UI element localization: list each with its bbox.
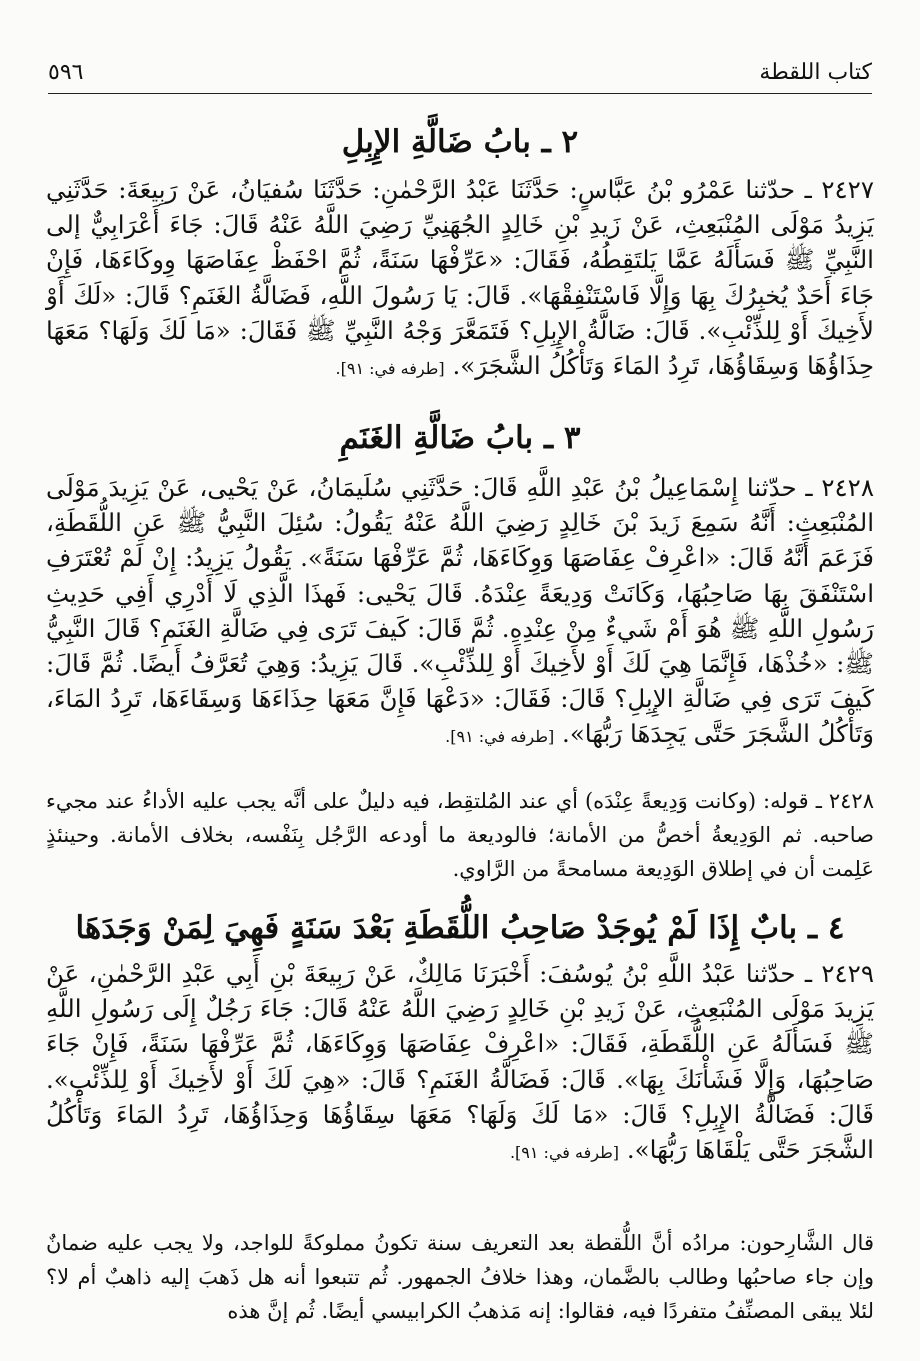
hadith-2428 xyxy=(46,470,874,755)
commentary-2428: ٢٤٢٨ ـ قوله: (وكانت وَدِيعةً عِنْدَه) أي عند المُلتقِط، فيه دليلٌ على أنَّه يجب عليه الأداءُ عند مجيء صاحبه. ثم الوَدِيعةُ أخصُّ من الأمانة؛ فالوديعة ما أودعه الرَّجُل بِنَفْسه، بخلاف الأمانة. وحينئذٍ عَلِمت أن في إطلاق الوَدِيعة مسامحةً من الرَّاوي. xyxy=(46,789,874,881)
hadith-2429 xyxy=(46,956,874,1170)
book-title: كتاب اللقطة xyxy=(759,59,872,85)
commentary-2429: قال الشَّارِحون: مرادُه أنَّ اللُّقطة بعد التعريف سنة تكونُ مملوكةً للواجد، ولا يجب عليه ضمانٌ وإن جاء صاحبُها وطالب بالضَّمان، وهذا خلافُ الجمهور. ثُم تتبعوا أنه هل ذَهبَ إليه ذاهبٌ أم لا؟ لئلا يبقى المصنِّفُ متفردًا فيه، فقالوا: إنه مَذهبُ الكرابيسي أيضًا. ثُم إنَّ هذه xyxy=(46,1231,874,1323)
chapter-heading-sheep: ٣ ـ بابُ ضَالَّةِ الغَنَمِ xyxy=(339,420,581,456)
hadith-2427 xyxy=(46,172,874,386)
page-number: ٥٩٦ xyxy=(48,59,84,85)
hadith-text: ٢٤٢٧ ـ حدّثنا عَمْرُو بْنُ عَبَّاسٍ: حَدَّثَنَا عَبْدُ الرَّحْمٰنِ: حَدَّثَنَا سُفيَانُ، عَنْ رَبِيعَةَ: حَدَّثَنِي يَزِيدُ مَوْلَى المُنْبَعِثِ، عَنْ زَيدِ بْنِ خَالِدٍ الجُهَنِيِّ رَضِيَ اللَّهُ عَنْهُ قَالَ: جَاءَ أَعْرَابِيٌّ إلى النَّبِيِّ ﷺ فَسَأَلَهُ عَمَّا يَلتَقِطُهُ، فَقَالَ: «عَرِّفْهَا سَنَةً، ثُمَّ احْفَظْ عِفَاصَهَا وِوكَاءَهَا، فَإِنْ جَاءَ أَحَدٌ يُخبِرُكَ بِهَا وَإِلَّا فَاسْتَنْفِقْهَا». قَالَ: يَا رَسُولَ اللَّهِ، فَضَالَّةُ الغَنَمِ؟ قَالَ: «لَكَ أَوْ لأَخِيكَ أَوْ لِلذِّئْبِ». قَالَ: ضَالَّةُ الإِبِلِ؟ فَتَمَعَّرَ وَجْهُ النَّبِيِّ ﷺ فَقَالَ: «مَا لَكَ وَلَهَا؟ مَعَهَا حِذَاؤُهَا وَسِقَاؤُهَا، تَرِدُ المَاءَ وَتَأْكُلُ الشَّجَرَ». xyxy=(46,175,874,381)
hadith-text: ٢٤٢٩ ـ حدّثنا عَبْدُ اللَّهِ بْنُ يُوسُفَ: أَخْبَرَنَا مَالِكٌ، عَنْ رَبِيعَةَ بْنِ أَبِي عَبْدِ الرَّحْمٰنِ، عَنْ يَزِيدَ مَوْلَى المُنْبَعِثِ، عَنْ زَيدِ بْنِ خَالِدٍ رَضِيَ اللَّهُ عَنْهُ قَالَ: جَاءَ رَجُلٌ إِلَى رَسُولِ اللَّهِ ﷺ فَسَأَلَهُ عَنِ اللُّقَطَةِ، فَقَالَ: «اعْرِفْ عِفَاصَهَا وَوِكَاءَهَا، ثُمَّ عَرِّفْهَا سَنَةً، فَإِنْ جَاءَ صَاحِبُهَا، وَإِلَّا فَشَأْنَكَ بِهَا». قَالَ: فَضَالَّةُ الغَنَمِ؟ قَالَ: «هِيَ لَكَ أَوْ لأَخِيكَ أَوْ لِلذِّئْبِ». قَالَ: فَضَالَّةُ الإِبِلِ؟ قَالَ: «مَا لَكَ وَلَهَا؟ مَعَهَا سِقَاؤُهَا وَحِذَاؤُهَا، تَرِدُ المَاءَ وَتَأْكُلُ الشَّجَرَ حَتَّى يَلْقَاهَا رَبُّهَا». xyxy=(46,959,875,1165)
cross-reference: [طرفه في: ٩١]. xyxy=(445,727,555,747)
cross-reference: [طرفه في: ٩١]. xyxy=(509,1143,620,1163)
chapter-heading-camel: ٢ ـ بابُ ضَالَّةِ الإِبِلِ xyxy=(341,124,579,160)
header-rule xyxy=(48,93,872,94)
cross-reference: [طرفه في: ٩١]. xyxy=(335,359,445,379)
hadith-text: ٢٤٢٨ ـ حدّثنا إِسْمَاعِيلُ بْنُ عَبْدِ اللَّهِ قَالَ: حَدَّثَنِي سُلَيمَانُ، عَنْ يَحْيى، عَنْ يَزِيدَ مَوْلَى المُنْبَعِثِ: أَنَّهُ سَمِعَ زَيدَ بْنَ خَالِدٍ رَضِيَ اللَّهُ عَنْهُ يَقُولُ: سُئِلَ النَّبِيُّ ﷺ عَنِ اللُّقَطَةِ، فَزَعَمَ أَنَّهُ قَالَ: «اعْرِفْ عِفَاصَهَا وَوِكَاءَهَا، ثُمَّ عَرِّفْهَا سَنَةً». يَقُولُ يَزِيدُ: إِنْ لَمْ تُعْتَرَفِ اسْتَنْفَقَ بِهَا صَاحِبُهَا، وَكَانَتْ وَدِيعَةً عِنْدَهُ. قَالَ يَحْيى: فَهذَا الَّذِي لَا أَدْرِي أَفِي حَدِيثِ رَسُولِ اللَّهِ ﷺ هُوَ أَمْ شَيءٌ مِنْ عِنْدِهِ. ثُمَّ قَالَ: كَيفَ تَرَى فِي ضَالَّةِ الغَنَمِ؟ قَالَ النَّبِيُّ ﷺ: «خُذْهَا، فَإِنَّمَا هِيَ لَكَ أَوْ لأَخِيكَ أَوْ لِلذِّئْبِ». قَالَ يَزِيدُ: وَهِيَ تُعَرَّفُ أَيضًا. ثُمَّ قَالَ: كَيفَ تَرَى فِي ضَالَّةِ الإِبِلِ؟ قَالَ: فَقَالَ: «دَعْهَا فَإِنَّ مَعَهَا حِذَاءَهَا وَسِقَاءَهَا، تَرِدُ المَاءَ، وَتَأْكُلُ الشَّجَرَ حَتَّى يَجِدَهَا رَبُّهَا». xyxy=(46,473,874,749)
page-header xyxy=(48,52,872,92)
chapter-heading-unclaimed: ٤ ـ بابٌ إِذَا لَمْ يُوجَدْ صَاحِبُ اللُّقَطَةِ بَعْدَ سَنَةٍ فَهِيَ لِمَنْ وَجَدَهَا xyxy=(75,910,845,946)
